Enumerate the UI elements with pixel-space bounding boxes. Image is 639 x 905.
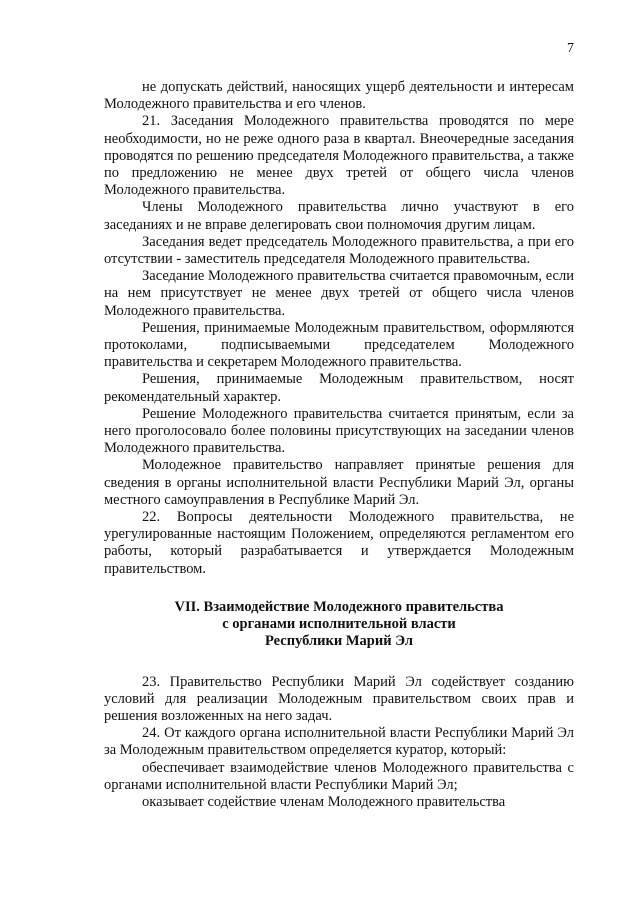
section-heading [104,599,574,651]
paragraph: Заседание Молодежного правительства считается правомочным, если на нем присутствует не менее двух третей от общего числа членов Молодежного правительства. [104,268,574,319]
page-number: 7 [567,41,574,56]
section-heading-line: с органами исполнительной власти [222,616,456,633]
paragraph-clause-21: 21. Заседания Молодежного правительства проводятся по мере необходимости, но не реже одного раза в квартал. Внеочередные заседания проводятся по решению председателя Молодежного правительства, а также по предложению не менее двух третей от общего числа членов Молодежного правительства. [104,113,574,199]
paragraph-clause-22: 22. Вопросы деятельности Молодежного правительства, не урегулированные настоящим Положением, определяются регламентом его работы, который разрабатывается и утверждается Молодежным правительством. [104,509,574,577]
paragraph: обеспечивает взаимодействие членов Молодежного правительства с органами исполнительной власти Республики Марий Эл; [104,759,574,793]
paragraph-clause-24: 24. От каждого органа исполнительной власти Республики Марий Эл за Молодежным правительством определяется куратор, который: [104,725,574,759]
section-heading-line: VII. Взаимодействие Молодежного правительства [174,598,504,615]
paragraph: Молодежное правительство направляет принятые решения для сведения в органы исполнительной власти Республики Марий Эл, органы местного самоуправления в Республике Марий Эл. [104,457,574,508]
paragraph: Решения, принимаемые Молодежным правительством, оформляются протоколами, подписываемыми председателем Молодежного правительства и секретарем Молодежного правительства. [104,319,574,371]
paragraph: не допускать действий, наносящих ущерб деятельности и интересам Молодежного правительства и его членов. [104,79,574,113]
paragraph: Решения, принимаемые Молодежным правительством, носят рекомендательный характер. [104,371,574,405]
document-body [104,79,574,811]
paragraph: оказывает содействие членам Молодежного правительства [142,793,506,810]
section-heading-line: Республики Марий Эл [265,633,413,650]
paragraph: Заседания ведет председатель Молодежного правительства, а при его отсутствии - заместитель председателя Молодежного правительства. [104,233,574,268]
paragraph-clause-23: 23. Правительство Республики Марий Эл содействует созданию условий для реализации Молодежным правительством своих прав и решения возложенных на него задач. [104,673,574,724]
paragraph: Члены Молодежного правительства лично участвуют в его заседаниях и не вправе делегировать свои полномочия другим лицам. [104,199,574,233]
paragraph: Решение Молодежного правительства считается принятым, если за него проголосовало более половины присутствующих на заседании членов Молодежного правительства. [104,405,574,457]
